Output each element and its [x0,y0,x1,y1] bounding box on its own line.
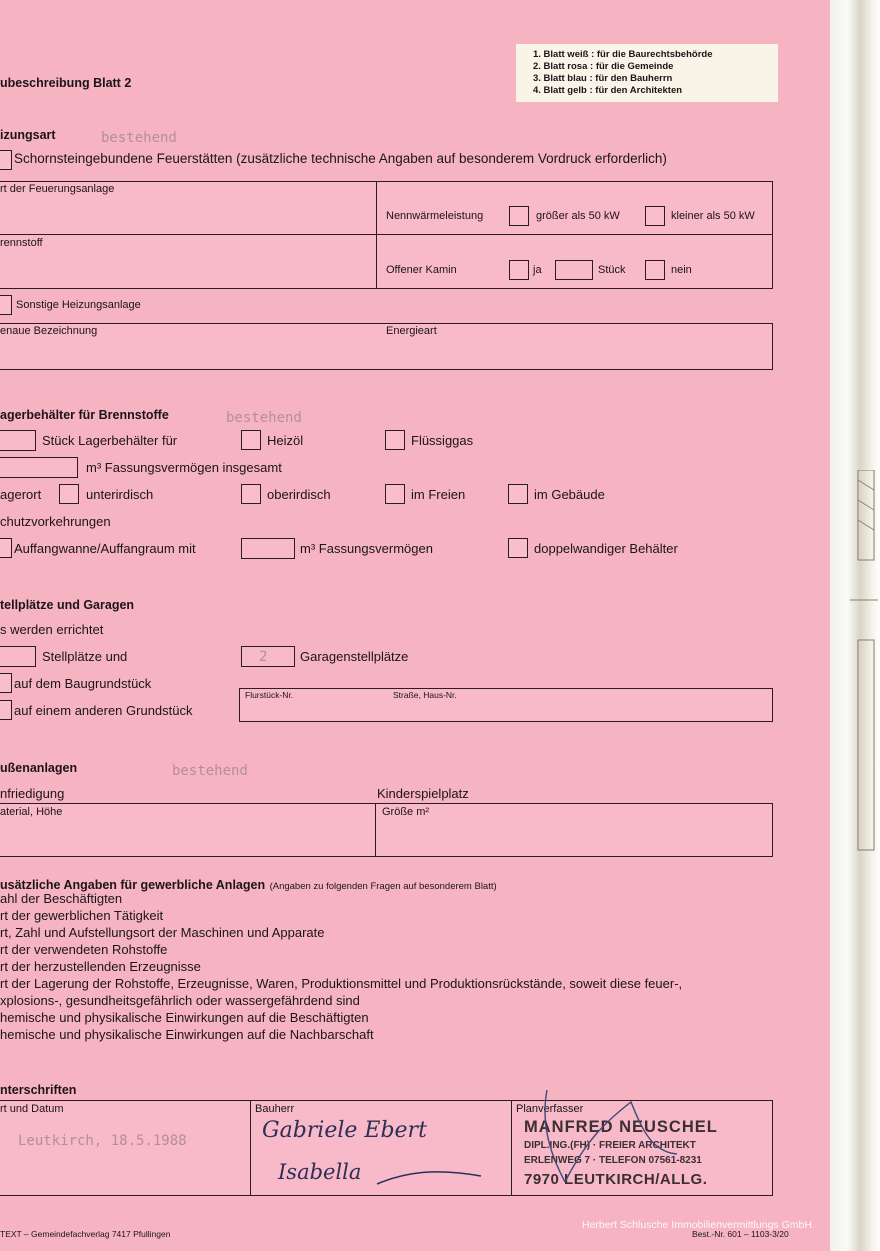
commercial-line: rt der gewerblichen Tätigkeit [0,908,164,923]
copy-line: 3. Blatt blau : für den Bauherrn [533,73,673,84]
table-divider [250,1100,251,1196]
storage-typed-status: bestehend [226,410,302,426]
commercial-heading: usätzliche Angaben für gewerbliche Anlagen [0,878,266,892]
owner-signature-1: Gabriele Ebert [262,1118,427,1143]
energy-label: Energieart [386,325,437,337]
tray-checkbox[interactable] [0,538,12,558]
other-heating-label: Sonstige Heizungsanlage [16,299,141,311]
heating-heading: izungsart [0,128,56,142]
stamp-address: ERLENWEG 7 · TELEFON 07561-8231 [524,1155,702,1166]
outdoors-label: im Freien [411,487,466,502]
place-date-value: Leutkirch, 18.5.1988 [18,1133,187,1149]
tray-volume-field[interactable] [241,538,295,559]
garage-count-field[interactable] [241,646,295,667]
gas-label: Flüssiggas [411,433,474,448]
garage-count-value: 2 [259,649,268,665]
playground-label: Kinderspielplatz [377,786,469,801]
commercial-heading-note: (Angaben zu folgenden Fragen auf besonderem Blatt) [269,881,497,892]
other-lot-label: auf einem anderen Grundstück [14,703,193,718]
heating-typed-status: bestehend [101,130,177,146]
chimney-checkbox[interactable] [0,150,12,170]
firing-type-label: rt der Feuerungsanlage [0,183,115,195]
copy-distribution-note [516,44,778,102]
fuel-label: rennstoff [0,237,43,249]
planner-signature-stroke [535,1082,685,1192]
storage-location-label: agerort [0,487,42,502]
table-divider [376,181,377,289]
on-lot-checkbox[interactable] [0,673,12,693]
on-lot-label: auf dem Baugrundstück [14,676,152,691]
tray-volume-label: m³ Fassungsvermögen [300,541,433,556]
stamp-title: DIPL.ING.(FH) · FREIER ARCHITEKT [524,1140,696,1151]
protection-label: chutzvorkehrungen [0,514,111,529]
open-fire-no-label: nein [671,264,692,276]
signatures-heading: nterschriften [0,1083,77,1097]
double-wall-label: doppelwandiger Behälter [534,541,678,556]
commercial-line: xplosions-, gesundheitsgefährlich oder wassergefährdend sind [0,993,360,1008]
tray-label: Auffangwanne/Auffangraum mit [14,541,196,556]
other-heating-checkbox[interactable] [0,295,12,315]
parking-heading: tellplätze und Garagen [0,598,135,612]
owner-label: Bauherr [255,1103,295,1115]
commercial-line: hemische und physikalische Einwirkungen auf die Beschäftigten [0,1010,369,1025]
open-fire-label: Offener Kamin [386,264,457,276]
other-lot-table [239,688,773,722]
underground-checkbox[interactable] [59,484,79,504]
footer-left: TEXT – Gemeindefachverlag 7417 Pfullingen [0,1229,171,1239]
parcel-label: Flurstück-Nr. [245,690,294,700]
footer-right: Best.-Nr. 601 – 1103-3/20 [692,1229,789,1239]
parking-built-label: s werden errichtet [0,622,104,637]
other-lot-checkbox[interactable] [0,700,12,720]
street-label: Straße, Haus-Nr. [393,690,457,700]
open-fire-pieces-label: Stück [598,264,626,276]
oil-label: Heizöl [267,433,304,448]
material-label: aterial, Höhe [0,806,63,818]
gt50-checkbox[interactable] [509,206,529,226]
commercial-line: hemische und physikalische Einwirkungen auf die Nachbarschaft [0,1027,374,1042]
open-fire-pieces-field[interactable] [555,260,593,280]
underground-label: unterirdisch [86,487,154,502]
power-label: Nennwärmeleistung [386,210,484,222]
form-title: ubeschreibung Blatt 2 [0,76,132,90]
indoors-checkbox[interactable] [508,484,528,504]
planner-label: Planverfasser [516,1103,584,1115]
aboveground-checkbox[interactable] [241,484,261,504]
aboveground-label: oberirdisch [267,487,331,502]
fence-label: nfriedigung [0,786,65,801]
commercial-line: rt der verwendeten Rohstoffe [0,942,168,957]
open-fire-yes-checkbox[interactable] [509,260,529,280]
chimney-label: Schornsteingebundene Feuerstätten (zusätzliche technische Angaben auf besonderem Vordruck erforderlich) [14,151,667,166]
table-divider [511,1100,512,1196]
tank-volume-label: m³ Fassungsvermögen insgesamt [86,460,282,475]
exact-label: enaue Bezeichnung [0,325,98,337]
storage-heading: agerbehälter für Brennstoffe [0,408,169,422]
gas-checkbox[interactable] [385,430,405,450]
gt50-label: größer als 50 kW [536,210,620,222]
outdoors-checkbox[interactable] [385,484,405,504]
tank-volume-field[interactable] [0,457,78,478]
owner-signature-2: Isabella [278,1160,362,1184]
size-label: Größe m² [382,806,430,818]
copy-line: 4. Blatt gelb : für den Architekten [533,85,683,96]
outdoor-heading: ußenanlagen [0,761,78,775]
commercial-line: rt der Lagerung der Rohstoffe, Erzeugnisse, Waren, Produktionsmittel und Produktionsrückstände, soweit diese feuer-, [0,976,683,991]
open-fire-no-checkbox[interactable] [645,260,665,280]
place-date-label: rt und Datum [0,1103,64,1115]
commercial-line: rt, Zahl und Aufstellungsort der Maschinen und Apparate [0,925,325,940]
watermark: Herbert Schlusche Immobilienvermittlungs GmbH [582,1219,812,1231]
tank-count-label: Stück Lagerbehälter für [42,433,178,448]
stamp-city: 7970 LEUTKIRCH/ALLG. [524,1171,708,1188]
oil-checkbox[interactable] [241,430,261,450]
spaces-count-field[interactable] [0,646,36,667]
copy-line: 1. Blatt weiß : für die Baurechtsbehörde [533,49,713,60]
outdoor-typed-status: bestehend [172,763,248,779]
table-divider [0,234,773,235]
copy-line: 2. Blatt rosa : für die Gemeinde [533,61,674,72]
lt50-label: kleiner als 50 kW [671,210,755,222]
underlying-sheet-marks [850,470,878,860]
stamp-name: MANFRED NEUSCHEL [524,1118,718,1136]
signature-stroke [375,1162,485,1192]
garages-label: Garagenstellplätze [300,649,409,664]
tank-count-field[interactable] [0,430,36,451]
table-divider [375,803,376,857]
commercial-line: rt der herzustellenden Erzeugnisse [0,959,201,974]
commercial-line: ahl der Beschäftigten [0,891,123,906]
open-fire-yes-label: ja [533,264,542,276]
spaces-label: Stellplätze und [42,649,128,664]
lt50-checkbox[interactable] [645,206,665,226]
indoors-label: im Gebäude [534,487,605,502]
double-wall-checkbox[interactable] [508,538,528,558]
